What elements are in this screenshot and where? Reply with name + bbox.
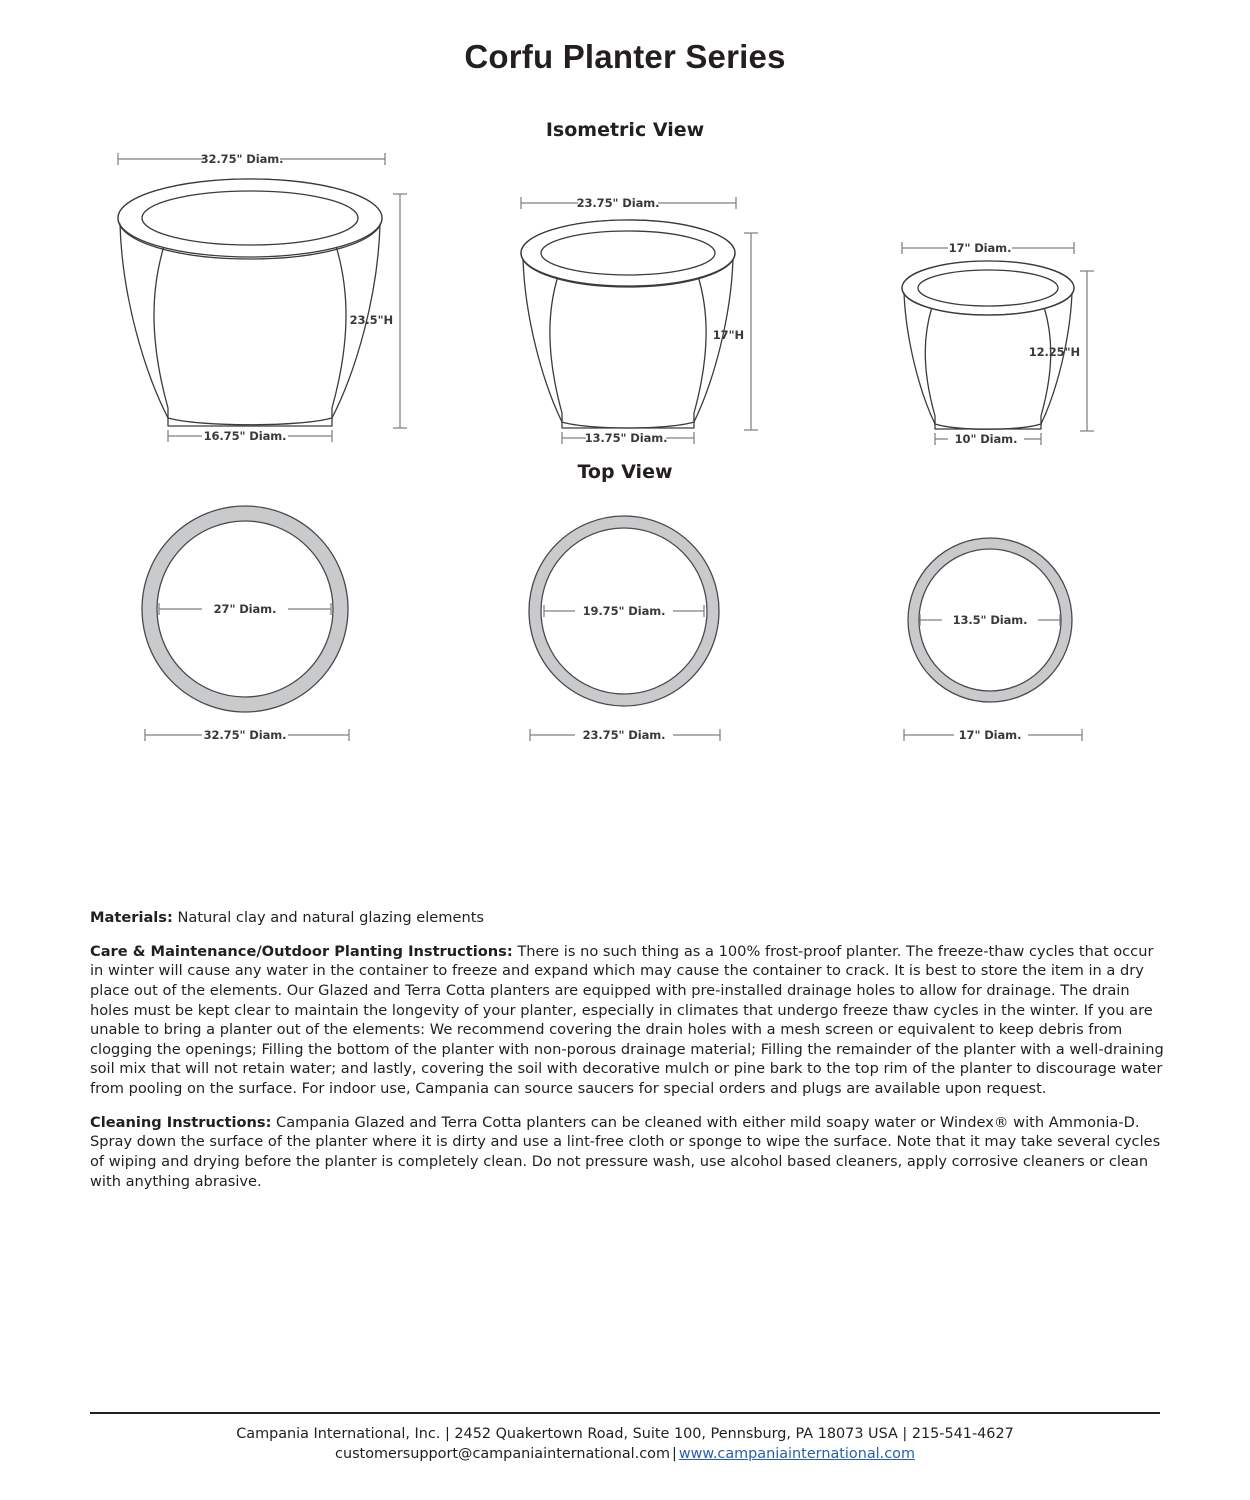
care-text: There is no such thing as a 100% frost-proof planter. The freeze-thaw cycles that occur in winter will cause any water in the container to freeze and expand which may cause the container to crack. It is best to store the item in a dry place out of the elements. Our Glazed and Terra Cotta planters are equipped with pre-installed drainage holes to allow for drainage. The drain holes must be kept clear to maintain the longevity of your planter, especially in climates that undergo freeze thaw cycles in the winter. If you are unable to bring a planter out of the elements: We recommend covering the drain holes with a mesh screen or equivalent to keep debris from clogging the openings; Filling the bottom of the planter with non-porous drainage material; Filling the remainder of the planter with a well-draining soil mix that will not retain water; and lastly, covering the soil with decorative mulch or pine bark to the top rim of the planter to discourage water from pooling on the surface. For indoor use, Campania can source saucers for special orders and plugs are available upon request. xyxy=(90,942,1164,1097)
dimension-label-inner-diameter-small: 13.5" Diam. xyxy=(952,613,1028,627)
materials-paragraph xyxy=(90,908,1165,928)
materials-text: Natural clay and natural glazing elements xyxy=(172,909,485,926)
specifications-text-block xyxy=(90,908,1165,1205)
dimension-base-diameter-medium xyxy=(562,431,694,445)
dimension-label-height-large: 23.5"H xyxy=(349,313,393,327)
dimension-base-diameter-small xyxy=(935,432,1041,446)
dimension-label-height-medium: 17"H xyxy=(712,328,744,342)
dimension-label-inner-diameter-large: 27" Diam. xyxy=(213,602,277,616)
dimension-label-top-diameter-large: 32.75" Diam. xyxy=(200,152,284,166)
dimension-label-top-diameter-small: 17" Diam. xyxy=(948,241,1012,255)
isometric-view-heading: Isometric View xyxy=(545,119,705,141)
dimension-top-diameter-large xyxy=(118,152,385,166)
planter-body-medium xyxy=(521,220,735,428)
footer-address-line: Campania International, Inc. | 2452 Quakertown Road, Suite 100, Pennsburg, PA 18073 USA | 215-541-4627 xyxy=(236,1426,1014,1442)
top-view-heading: Top View xyxy=(577,461,673,483)
footer-contact-line xyxy=(0,1444,1250,1464)
figure-small-planter-topview xyxy=(898,535,1088,747)
figure-large-planter-isometric xyxy=(100,146,440,446)
cleaning-label: Cleaning Instructions: xyxy=(90,1113,272,1131)
dimension-label-base-diameter-small: 10" Diam. xyxy=(954,432,1018,446)
dimension-outer-diameter-large xyxy=(145,728,349,742)
top-views-row xyxy=(0,483,1250,763)
care-paragraph xyxy=(90,942,1165,1099)
dimension-label-base-diameter-large: 16.75" Diam. xyxy=(203,429,287,443)
dimension-label-inner-diameter-medium: 19.75" Diam. xyxy=(582,604,666,618)
planter-body-large xyxy=(118,179,382,426)
dimension-label-base-diameter-medium: 13.75" Diam. xyxy=(584,431,668,445)
isometric-views-row xyxy=(0,141,1250,461)
dimension-outer-diameter-small xyxy=(904,728,1082,742)
footer-separator: | xyxy=(672,1446,677,1463)
dimension-label-height-small: 12.25"H xyxy=(1028,345,1080,359)
care-label: Care & Maintenance/Outdoor Planting Instructions: xyxy=(90,942,513,960)
figure-large-planter-topview xyxy=(140,501,355,746)
figure-medium-planter-topview xyxy=(527,513,727,745)
figure-medium-planter-isometric xyxy=(508,191,788,446)
footer-website-link[interactable]: www.campaniainternational.com xyxy=(678,1446,915,1463)
dimension-base-diameter-large xyxy=(168,429,332,443)
dimension-label-top-diameter-medium: 23.75" Diam. xyxy=(576,196,660,210)
dimension-label-outer-diameter-large: 32.75" Diam. xyxy=(203,728,287,742)
footer xyxy=(0,1424,1250,1465)
dimension-top-diameter-small xyxy=(902,241,1074,255)
cleaning-paragraph xyxy=(90,1113,1165,1192)
dimension-label-outer-diameter-medium: 23.75" Diam. xyxy=(582,728,666,742)
dimension-label-outer-diameter-small: 17" Diam. xyxy=(958,728,1022,742)
figure-small-planter-isometric xyxy=(890,236,1120,448)
footer-divider xyxy=(90,1412,1160,1414)
dimension-outer-diameter-medium xyxy=(530,728,720,742)
footer-email[interactable]: customersupport@campaniainternational.com xyxy=(335,1446,670,1463)
page-title: Corfu Planter Series xyxy=(464,38,786,75)
cleaning-text: Campania Glazed and Terra Cotta planters can be cleaned with either mild soapy water or Windex® with Ammonia-D. Spray down the surface of the planter where it is dirty and use a lint-free cloth or sponge to wipe the surface. Note that it may take several cycles of wiping and drying before the planter is completely clean. Do not pressure wash, use alcohol based cleaners, apply corrosive cleaners or clean with anything abrasive. xyxy=(90,1113,1161,1190)
materials-label: Materials: xyxy=(90,909,173,926)
dimension-top-diameter-medium xyxy=(521,196,736,210)
